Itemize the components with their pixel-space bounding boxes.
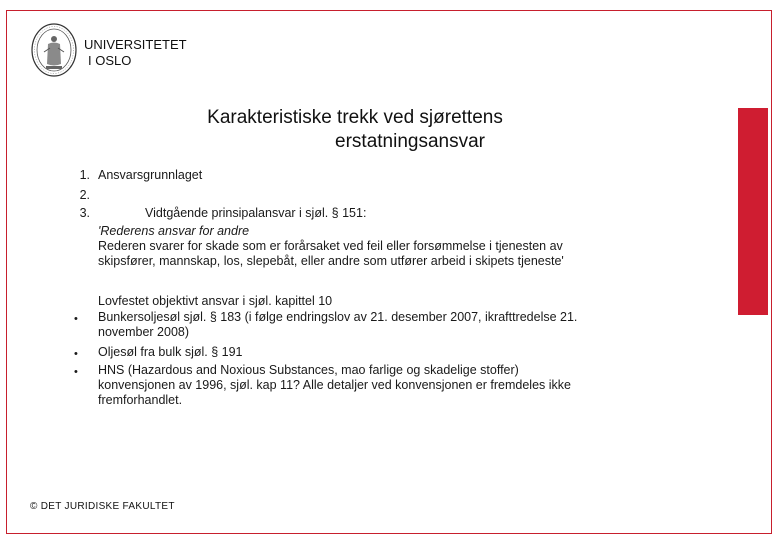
bullet-text: november 2008) xyxy=(98,325,190,339)
list-text: Vidtgående prinsipalansvar i sjøl. § 151: xyxy=(145,206,367,220)
slide-title-line2: erstatningsansvar xyxy=(335,131,485,152)
bullet-text: fremforhandlet. xyxy=(98,393,183,407)
bullet-glyph: • xyxy=(74,348,78,360)
accent-bar xyxy=(738,108,768,315)
quote-line: skipsfører, mannskap, los, slepebåt, eller andre som utfører arbeid i skipets tjeneste' xyxy=(98,254,564,268)
bullet-text: konvensjonen av 1996, sjøl. kap 11? Alle detaljer ved konvensjonen er fremdeles ikke xyxy=(98,378,571,392)
slide-title xyxy=(145,106,565,154)
bullet-item xyxy=(98,345,658,360)
bullet-glyph: • xyxy=(74,366,78,378)
list-number: 1. xyxy=(79,168,90,182)
quote-block xyxy=(98,224,658,269)
bullet-text: Oljesøl fra bulk sjøl. § 191 xyxy=(98,345,243,359)
bullet-item xyxy=(98,310,658,340)
quote-heading: 'Rederens ansvar for andre xyxy=(98,224,250,238)
quote-line: Rederen svarer for skade som er forårsaket ved feil eller forsømmelse i tjenesten av xyxy=(98,239,563,253)
footer-copyright: © DET JURIDISKE FAKULTET xyxy=(30,501,175,512)
bullet-glyph: • xyxy=(74,313,78,325)
university-name xyxy=(84,37,187,69)
university-seal-icon xyxy=(30,22,78,78)
university-name-line2: I OSLO xyxy=(88,53,132,68)
university-name-line1: UNIVERSITETET xyxy=(84,37,187,52)
bullet-text: HNS (Hazardous and Noxious Substances, mao farlige og skadelige stoffer) xyxy=(98,363,519,377)
list-number: 2. xyxy=(79,188,90,202)
list-text: Ansvarsgrunnlaget xyxy=(98,168,203,182)
bullet-text: Bunkersoljesøl sjøl. § 183 (i følge endringslov av 21. desember 2007, ikrafttredelse 21. xyxy=(98,310,578,324)
section-heading: Lovfestet objektivt ansvar i sjøl. kapittel 10 xyxy=(98,294,333,308)
slide-title-line1: Karakteristiske trekk ved sjørettens xyxy=(207,107,503,128)
list-number: 3. xyxy=(79,206,90,220)
bullet-item xyxy=(98,363,658,408)
slide-frame xyxy=(6,10,772,534)
